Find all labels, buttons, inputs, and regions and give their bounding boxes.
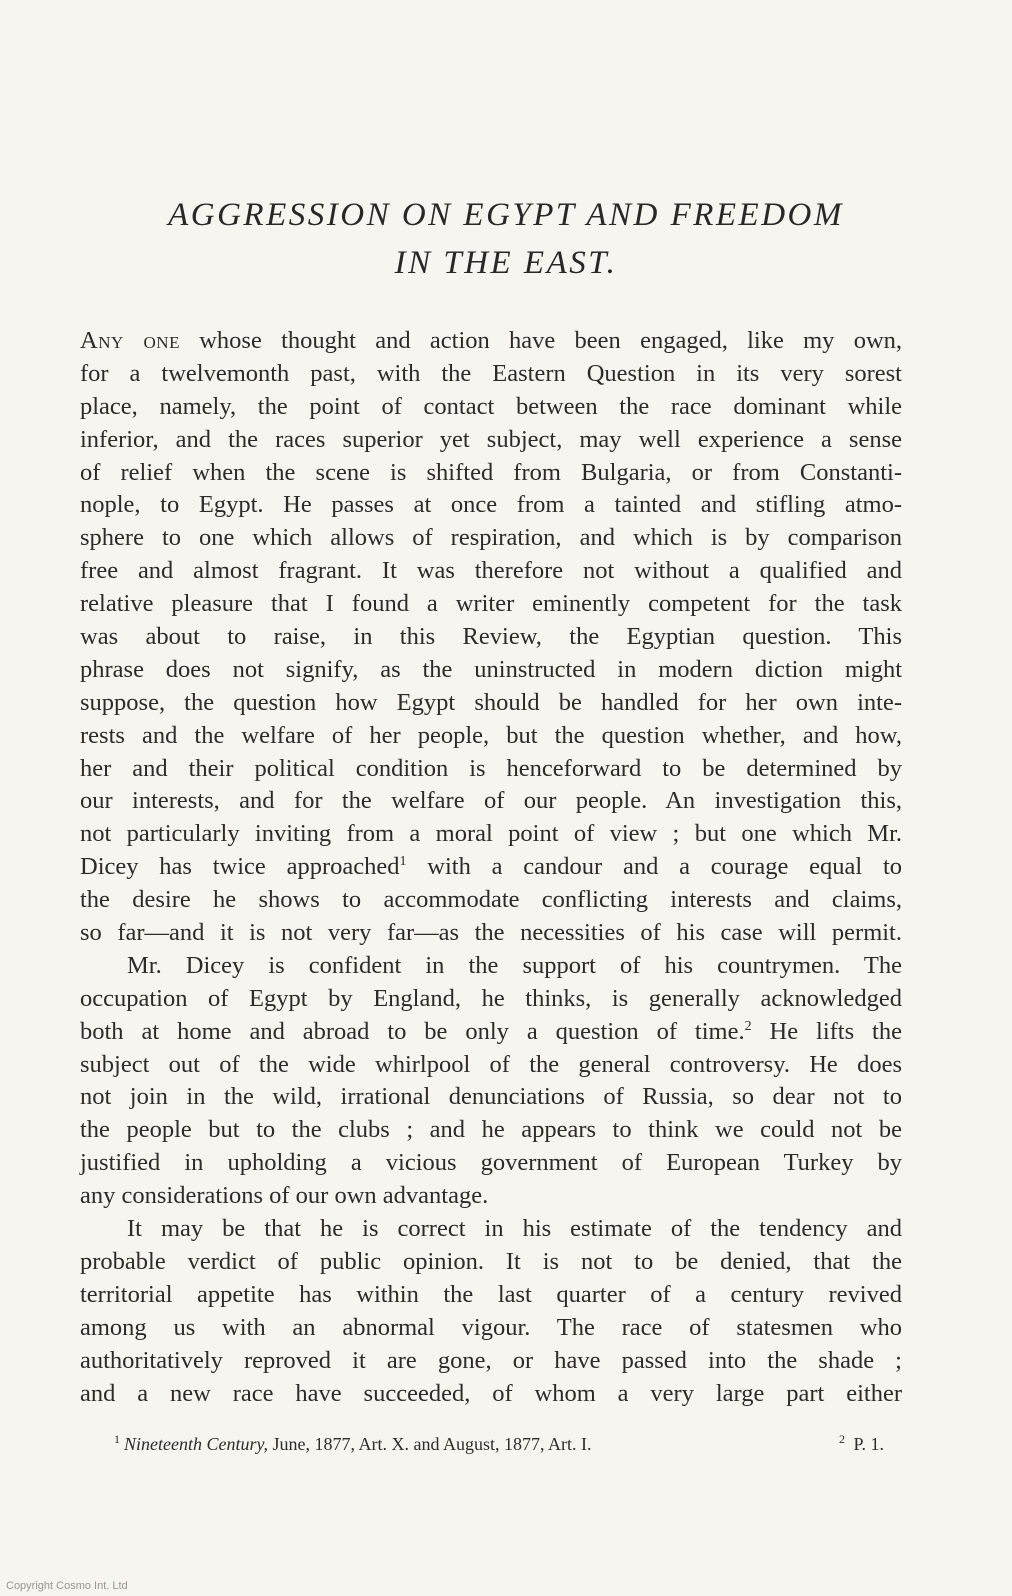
body-line-text: whose thought and action have been engaged, like my own,: [179, 327, 903, 354]
body-line: place, namely, the point of contact between the race dominant while: [80, 392, 902, 420]
body-line-text: with a candour and a courage equal to: [406, 853, 902, 881]
body-line: any considerations of our own advantage.: [80, 1182, 489, 1210]
article-body: [80, 325, 902, 1410]
footnote-2-text: P. 1.: [848, 1434, 884, 1454]
body-line: suppose, the question how Egypt should be handled for her own inte-: [80, 688, 902, 716]
body-line: among us with an abnormal vigour. The race of statesmen who: [80, 1313, 902, 1341]
body-line: probable verdict of public opinion. It is not to be denied, that the: [80, 1247, 902, 1275]
body-line: the people but to the clubs ; and he appears to think we could not be: [80, 1116, 902, 1144]
body-line: our interests, and for the welfare of our people. An investigation this,: [80, 787, 902, 815]
body-line: authoritatively reproved it are gone, or have passed into the shade ;: [80, 1346, 902, 1374]
body-line: [80, 851, 902, 884]
body-line: justified in upholding a vicious government of European Turkey by: [80, 1149, 902, 1177]
body-line: [80, 1016, 902, 1049]
copyright-notice: Copyright Cosmo Int. Ltd: [6, 1580, 128, 1592]
footnotes: [114, 1432, 884, 1455]
article-title-line-2: IN THE EAST.: [394, 245, 618, 281]
body-line: Mr. Dicey is confident in the support of his countrymen. The: [127, 951, 902, 979]
body-line: subject out of the wide whirlpool of the general controversy. He does: [80, 1050, 902, 1078]
footnote-mark-1: 1: [114, 1432, 120, 1446]
body-line: inferior, and the races superior yet subject, may well experience a sense: [80, 425, 902, 453]
footnote-source-details: June, 1877, Art. X. and August, 1877, Art. I.: [267, 1434, 592, 1454]
body-line: not particularly inviting from a moral point of view ; but one which Mr.: [80, 820, 902, 848]
body-line: relative pleasure that I found a writer eminently competent for the task: [80, 590, 902, 618]
body-line: her and their political condition is henceforward to be determined by: [80, 754, 902, 782]
body-line: not join in the wild, irrational denunciations of Russia, so dear not to: [80, 1083, 902, 1111]
body-line: the desire he shows to accommodate conflicting interests and claims,: [80, 886, 902, 914]
body-line-text: He lifts the: [751, 1017, 902, 1045]
body-line: sphere to one which allows of respiration, and which is by comparison: [80, 524, 902, 552]
body-line: nople, to Egypt. He passes at once from a tainted and stifling atmo-: [80, 491, 902, 519]
footnote-ref-1: 1: [399, 854, 407, 870]
footnote-mark-2: 2: [838, 1432, 845, 1446]
body-line: so far—and it is not very far—as the necessities of his case will permit.: [80, 919, 902, 947]
paragraph-lead-small-caps: Any one: [80, 327, 180, 354]
body-line: occupation of Egypt by England, he thinks, is generally acknowledged: [80, 984, 902, 1012]
footnote-2: [839, 1432, 884, 1455]
body-line: It may be that he is correct in his estimate of the tendency and: [127, 1215, 902, 1243]
footnote-source-title: Nineteenth Century,: [124, 1434, 268, 1454]
body-line: and a new race have succeeded, of whom a very large part either: [80, 1379, 902, 1407]
body-line-text: Dicey has twice approached: [80, 853, 400, 881]
body-line: [80, 325, 902, 358]
body-line: phrase does not signify, as the uninstructed in modern diction might: [80, 655, 902, 683]
body-line: rests and the welfare of her people, but the question whether, and how,: [80, 721, 902, 749]
body-line-text: both at home and abroad to be only a question of time.: [80, 1017, 745, 1045]
body-line: was about to raise, in this Review, the Egyptian question. This: [80, 623, 902, 651]
body-line: of relief when the scene is shifted from Bulgaria, or from Constanti-: [80, 458, 902, 486]
body-line: for a twelvemonth past, with the Eastern Question in its very sorest: [80, 359, 902, 387]
article-title-line-1: AGGRESSION ON EGYPT AND FREEDOM: [168, 197, 844, 233]
footnote-ref-2: 2: [744, 1018, 752, 1034]
body-line: territorial appetite has within the last quarter of a century revived: [80, 1280, 902, 1308]
body-line: free and almost fragrant. It was therefore not without a qualified and: [80, 557, 902, 585]
